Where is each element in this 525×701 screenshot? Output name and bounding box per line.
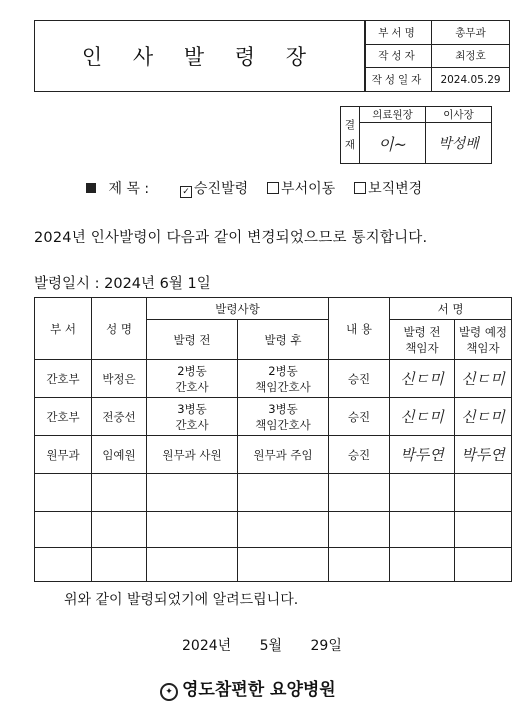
checkbox-empty-icon [354,182,366,194]
bullet-square-icon [86,183,96,193]
row-signature-before: 박두연 [390,436,455,474]
row-name: 박정은 [92,360,147,398]
dept-label: 부서명 [365,21,432,45]
row-before: 원무과 사원 [147,436,238,474]
hospital-logo-icon: ✦ [160,683,178,701]
date-value: 2024.05.29 [432,68,510,92]
table-row-empty [35,474,512,512]
row-before: 2병동 간호사 [147,360,238,398]
issue-day: 29일 [310,638,342,654]
document-title: 인 사 발 령 장 [81,45,319,69]
checkbox-empty-icon [267,182,279,194]
row-after: 2병동 책임간호사 [238,360,329,398]
hospital-name-line [160,675,336,701]
date-label: 작성일자 [365,68,432,92]
subject-option-position-change: 보직변경 [368,181,423,197]
header-after: 발령 후 [238,320,329,360]
row-signature-before: 신ㄷ미 [390,360,455,398]
issue-date [182,635,366,655]
row-signature-before: 신ㄷ미 [390,398,455,436]
header-before: 발령 전 [147,320,238,360]
table-row [35,436,512,474]
meta-table [364,20,510,92]
row-name: 임예원 [92,436,147,474]
header-sign-before: 발령 전 책임자 [390,320,455,360]
approval-col2-label: 이사장 [426,107,492,123]
row-signature-after: 박두연 [455,436,512,474]
row-after: 3병동 책임간호사 [238,398,329,436]
header-order-group: 발령사항 [147,298,329,320]
approval-side-label [341,107,360,164]
subject-option-promotion: 승진발령 [194,181,249,197]
row-signature-after: 신ㄷ미 [455,360,512,398]
row-content: 승진 [329,398,390,436]
document-title-box [34,20,366,92]
table-row [35,360,512,398]
approval-signature-1: 이~ [360,123,426,164]
row-dept: 원무과 [35,436,92,474]
row-content: 승진 [329,436,390,474]
row-dept: 간호부 [35,398,92,436]
header-dept: 부 서 [35,298,92,360]
approval-signature-2: 박성배 [426,123,492,164]
header-sign-group: 서 명 [390,298,512,320]
author-value: 최정호 [432,44,510,68]
table-row [35,398,512,436]
header-sign-after: 발령 예정 책임자 [455,320,512,360]
row-before: 3병동 간호사 [147,398,238,436]
approval-col1-label: 의료원장 [360,107,426,123]
closing-text: 위와 같이 발령되었기에 알려드립니다. [64,592,299,608]
row-signature-after: 신ㄷ미 [455,398,512,436]
checkbox-checked-icon: ✓ [180,186,192,198]
effective-date: 발령일시 : 2024년 6월 1일 [34,276,211,292]
appointment-table [34,297,512,582]
subject-line [86,178,422,198]
row-name: 전중선 [92,398,147,436]
row-content: 승진 [329,360,390,398]
subject-option-transfer: 부서이동 [281,181,336,197]
issue-month: 5월 [259,638,283,654]
subject-label: 제 목 : [108,181,150,197]
table-row-empty [35,512,512,548]
notice-text: 2024년 인사발령이 다음과 같이 변경되었으므로 통지합니다. [34,230,428,246]
header-content: 내 용 [329,298,390,360]
hospital-name: 영도참편한 요양병원 [182,680,336,700]
approval-side-text: 결 재 [344,119,356,151]
table-row-empty [35,548,512,582]
author-label: 작성자 [365,44,432,68]
dept-value: 총무과 [432,21,510,45]
issue-year: 2024년 [182,638,232,654]
row-dept: 간호부 [35,360,92,398]
approval-table [340,106,492,164]
row-after: 원무과 주임 [238,436,329,474]
header-name: 성 명 [92,298,147,360]
